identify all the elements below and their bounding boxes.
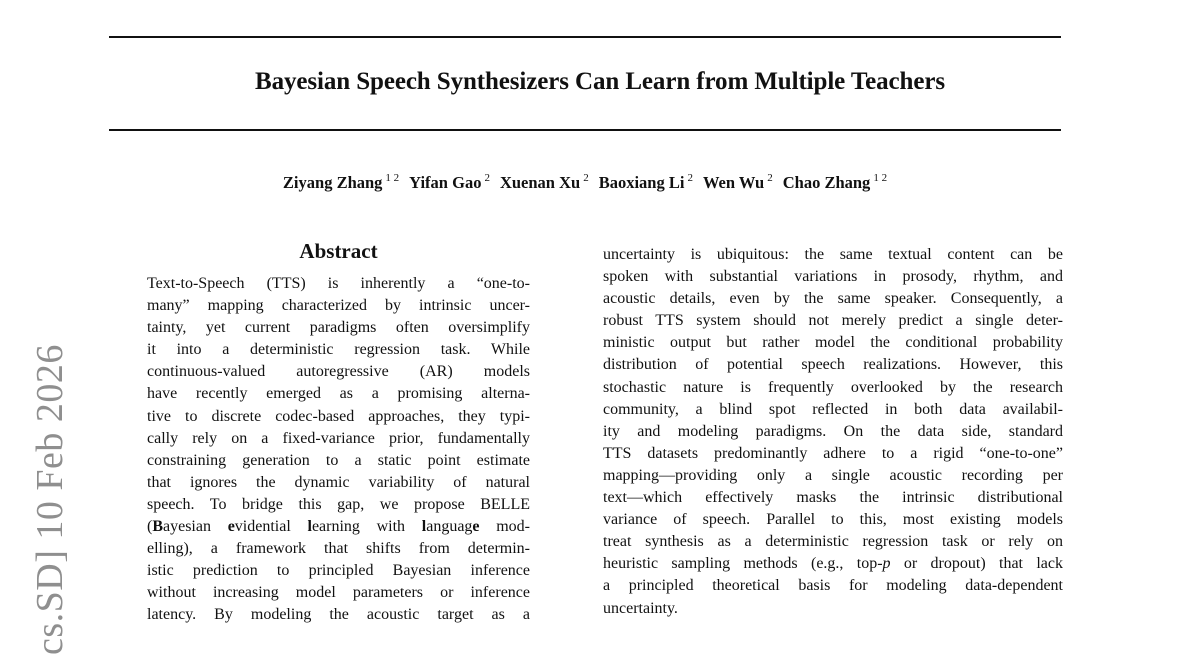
text-line: heuristic sampling methods (e.g., top-p or dropout) that lack	[603, 555, 1063, 573]
author-name: Chao Zhang	[782, 172, 871, 192]
text-line: continuous-valued autoregressive (AR) models	[147, 363, 530, 381]
text-line: istic prediction to principled Bayesian inference	[147, 562, 530, 580]
text-line: spoken with substantial variations in prosody, rhythm, and	[603, 268, 1063, 286]
text-line: stochastic nature is frequently overlooked by the research	[603, 378, 1063, 396]
author-affiliation: 2	[583, 172, 589, 184]
text-line: speech. To bridge this gap, we propose BELLE	[147, 495, 530, 513]
author	[599, 173, 693, 192]
author-affiliation: 2	[687, 172, 693, 184]
author-affiliation: 1 2	[385, 172, 400, 184]
text-line: ity and modeling paradigms. On the data side, standard	[603, 422, 1063, 440]
text-line: latency. By modeling the acoustic target as a	[147, 606, 530, 624]
text-line: mapping—providing only a single acoustic recording per	[603, 466, 1063, 484]
author-affiliation: 2	[484, 172, 490, 184]
text-line: treat synthesis as a deterministic regression task or rely on	[603, 533, 1063, 551]
text-line: (Bayesian evidential learning with language mod-	[147, 518, 531, 536]
abstract-body	[147, 273, 530, 627]
text-line: it into a deterministic regression task. While	[147, 341, 530, 359]
author-name: Yifan Gao	[409, 172, 482, 192]
author-name: Xuenan Xu	[499, 172, 581, 192]
text-line: uncertainty.	[603, 599, 678, 617]
title-rule-top	[109, 36, 1061, 38]
author	[783, 173, 887, 192]
text-line: robust TTS system should not merely predict a single deter-	[603, 312, 1063, 330]
paper-title: Bayesian Speech Synthesizers Can Learn from Multiple Teachers	[255, 68, 945, 95]
author-name: Baoxiang Li	[598, 172, 685, 192]
text-line: constraining generation to a static point estimate	[147, 451, 530, 469]
text-line: uncertainty is ubiquitous: the same textual content can be	[603, 246, 1063, 263]
author-list	[0, 172, 1170, 193]
author	[703, 173, 773, 192]
text-line: TTS datasets predominantly adhere to a rigid “one-to-one”	[603, 444, 1063, 462]
text-line: acoustic details, even by the same speaker. Consequently, a	[603, 290, 1063, 308]
text-line: without increasing model parameters or inference	[147, 584, 530, 602]
arxiv-stamp: cs.SD] 10 Feb 2026	[29, 344, 71, 655]
title-rule-bottom	[109, 129, 1061, 131]
text-line: elling), a framework that shifts from determin-	[147, 540, 530, 558]
text-line: many” mapping characterized by intrinsic uncer-	[147, 297, 530, 315]
author-name: Ziyang Zhang	[282, 172, 383, 192]
author-affiliation: 1 2	[873, 172, 888, 184]
text-line: Text-to-Speech (TTS) is inherently a “one-to-	[147, 275, 530, 292]
text-line: community, a blind spot reflected in both data availabil-	[603, 400, 1063, 418]
text-line: cally rely on a fixed-variance prior, fundamentally	[147, 429, 530, 447]
text-line: tive to discrete codec-based approaches, they typi-	[147, 407, 530, 425]
abstract-heading: Abstract	[299, 239, 378, 263]
text-line: that ignores the dynamic variability of natural	[147, 473, 530, 491]
intro-body	[603, 244, 1063, 620]
text-line: text—which effectively masks the intrinsic distributional	[603, 489, 1063, 507]
author-name: Wen Wu	[702, 172, 765, 192]
text-line: distribution of potential speech realizations. However, this	[603, 356, 1063, 374]
author-affiliation: 2	[767, 172, 773, 184]
text-line: a principled theoretical basis for modeling data-dependent	[603, 577, 1063, 595]
text-line: have recently emerged as a promising alterna-	[147, 385, 530, 403]
text-line: tainty, yet current paradigms often oversimplify	[147, 319, 530, 337]
text-line: ministic output but rather model the conditional probability	[603, 334, 1063, 352]
author	[409, 173, 490, 192]
author	[283, 173, 399, 192]
author	[500, 173, 589, 192]
text-line: variance of speech. Parallel to this, most existing models	[603, 511, 1063, 529]
